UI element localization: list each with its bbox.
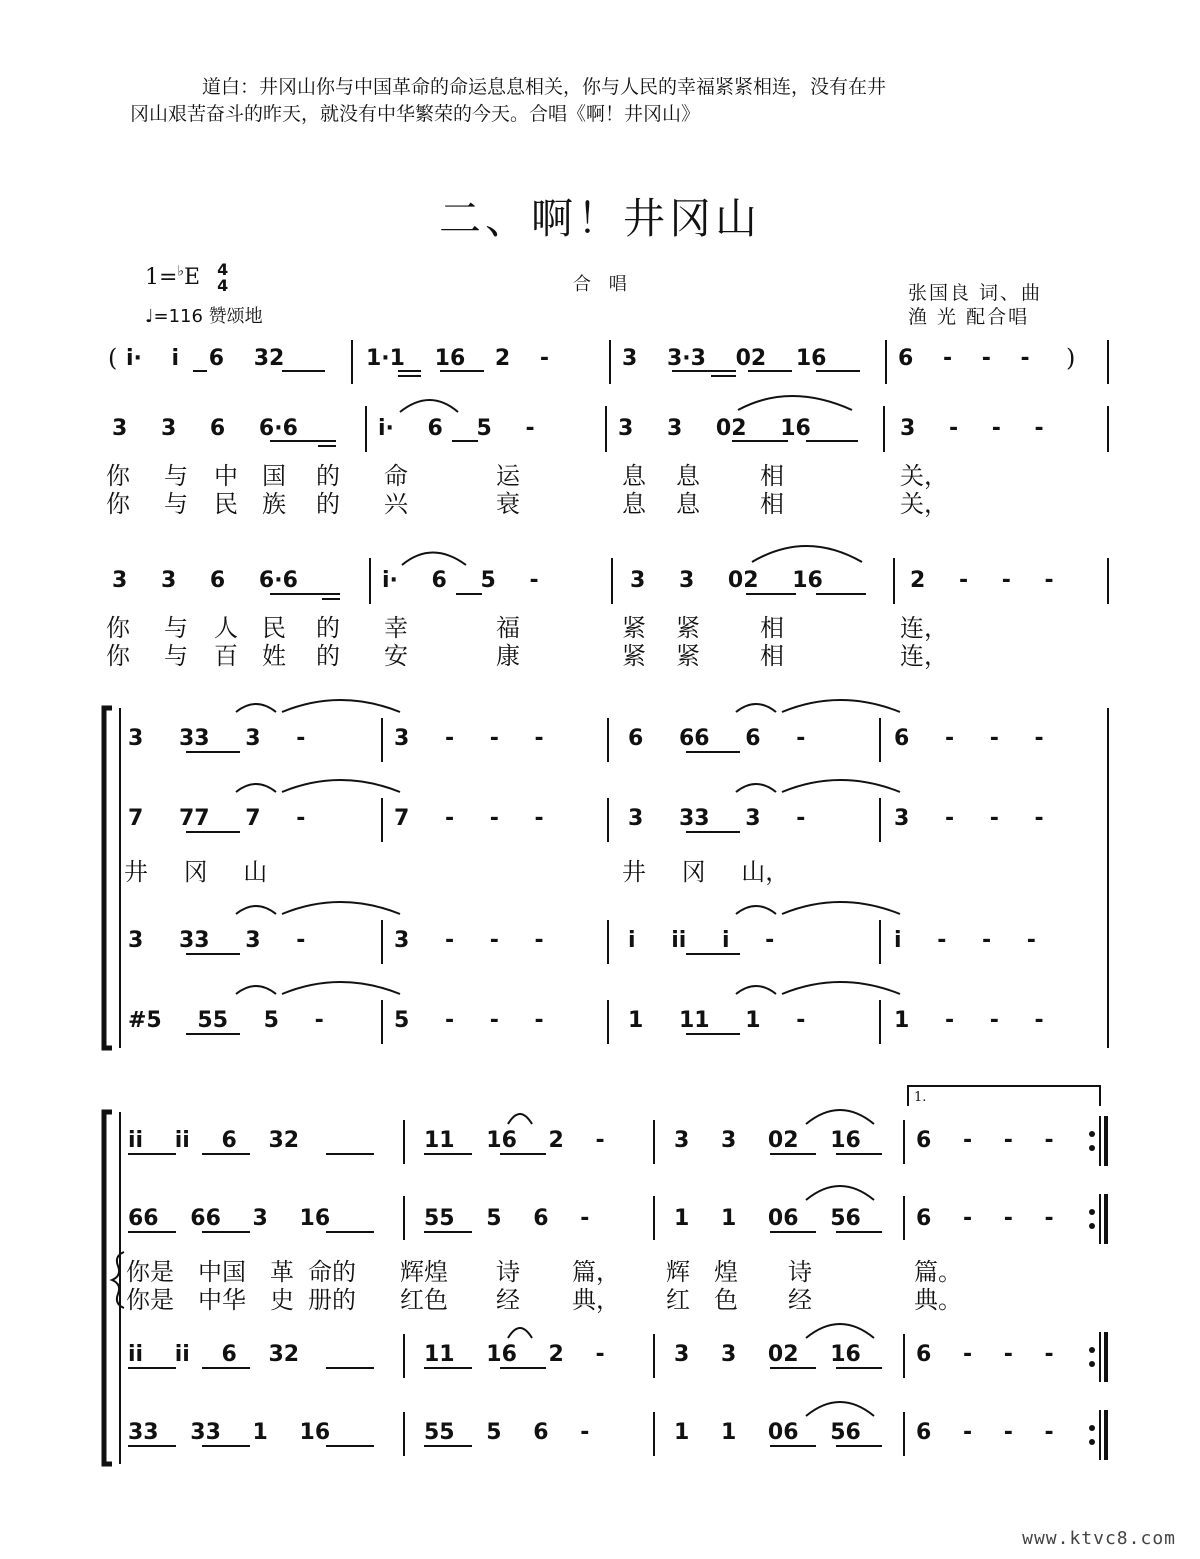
tempo-value: =116 赞颂地 bbox=[153, 306, 263, 327]
intro-close-paren: ) bbox=[1066, 344, 1076, 372]
system2-lyric1-syllable: 篇。 bbox=[914, 1258, 962, 1286]
system1-part3-measure-4: i - - - bbox=[894, 928, 1036, 953]
row2-lyric2-syllable: 与 bbox=[164, 642, 188, 670]
system1-part3-measure-2: 3 - - - bbox=[394, 928, 544, 953]
row2-lyric2-syllable: 安 bbox=[384, 642, 408, 670]
row2-lyric1-syllable: 相 bbox=[760, 614, 784, 642]
row2-lyric1-syllable: 民 bbox=[262, 614, 286, 642]
row1-measure-4: 3 - - - bbox=[900, 416, 1044, 441]
slur bbox=[402, 553, 466, 566]
row2-lyric2-syllable: 姓 bbox=[262, 642, 286, 670]
row1-lyric2-syllable: 兴 bbox=[384, 490, 408, 518]
system2-lyric1-syllable: 命的 bbox=[308, 1258, 356, 1286]
row1-lyric2-syllable: 的 bbox=[316, 490, 340, 518]
system1-part4-measure-4: 1 - - - bbox=[894, 1008, 1044, 1033]
system2-part1-measure-2: 11 16 2 - bbox=[424, 1128, 605, 1153]
row1-lyric2-syllable: 相 bbox=[760, 490, 784, 518]
row2-lyric2-syllable: 连， bbox=[900, 642, 948, 670]
system2-lyric1-syllable: 革 bbox=[270, 1258, 294, 1286]
row2-measure-2: i· 6 5 - bbox=[382, 568, 539, 593]
system2-part2-measure-3: 1 1 06 56 bbox=[674, 1206, 861, 1231]
chorus-label: 合 唱 bbox=[573, 274, 633, 295]
system1-part2-measure-3: 3 33 3 - bbox=[628, 806, 806, 831]
system1-part1-measure-4: 6 - - - bbox=[894, 726, 1044, 751]
system1-part2-measure-4: 3 - - - bbox=[894, 806, 1044, 831]
preface-line-1: 道白：井冈山你与中国革命的命运息息相关，你与人民的幸福紧紧相连，没有在井 bbox=[202, 76, 887, 98]
system1-part1-measure-3: 6 66 6 - bbox=[628, 726, 806, 751]
row1-lyric1-syllable: 与 bbox=[164, 462, 188, 490]
row1-lyric1-syllable: 国 bbox=[262, 462, 286, 490]
volta-label: 1. bbox=[914, 1090, 927, 1105]
system2-lyric2-syllable: 红色 bbox=[400, 1286, 448, 1314]
row1-lyric1-syllable: 相 bbox=[760, 462, 784, 490]
row1-measure-2: i· 6 5 - bbox=[378, 416, 535, 441]
row2-lyric1-syllable: 人 bbox=[214, 614, 238, 642]
intro-measure-3: 3 3·3 02 16 bbox=[622, 346, 827, 371]
slur bbox=[752, 546, 862, 562]
system2-lyric1-syllable: 诗 bbox=[496, 1258, 520, 1286]
system2-lyric1-syllable: 煌 bbox=[714, 1258, 738, 1286]
system1-part4-measure-3: 1 11 1 - bbox=[628, 1008, 806, 1033]
intro-measure-2: 1·1 16 2 - bbox=[366, 346, 550, 371]
system2-lyric2-syllable: 史 bbox=[270, 1286, 294, 1314]
row2-lyric1-syllable: 连， bbox=[900, 614, 948, 642]
system2-lyric1-syllable: 你是 bbox=[126, 1258, 174, 1286]
row1-measure-1: 3 3 6 6·6 bbox=[112, 416, 298, 441]
system1-part4-measure-2: 5 - - - bbox=[394, 1008, 544, 1033]
system2-part2-measure-1: 66 66 3 16 bbox=[128, 1206, 331, 1231]
system2-part3-measure-3: 3 3 02 16 bbox=[674, 1342, 861, 1367]
row1-lyric1-syllable: 关， bbox=[900, 462, 948, 490]
key-note: E bbox=[184, 265, 201, 290]
time-bottom: 4 bbox=[217, 276, 229, 295]
system2-lyric1-syllable: 辉 bbox=[666, 1258, 690, 1286]
system1-lyric-a: 井 冈 山 bbox=[124, 858, 268, 886]
row2-measure-1: 3 3 6 6·6 bbox=[112, 568, 298, 593]
intro-measure-1: i· i 6 32 bbox=[126, 346, 285, 371]
system2-lyric2-syllable: 经 bbox=[496, 1286, 520, 1314]
row1-lyric1-syllable: 息 bbox=[622, 462, 646, 490]
slur bbox=[400, 400, 458, 412]
preface-line-2: 冈山艰苦奋斗的昨天，就没有中华繁荣的今天。合唱《啊！井冈山》 bbox=[130, 103, 701, 125]
row1-lyric1-syllable: 中 bbox=[214, 462, 238, 490]
row1-lyric2-syllable: 族 bbox=[262, 490, 286, 518]
key-label: 1= bbox=[145, 265, 178, 290]
system2-lyric2-syllable: 红 bbox=[666, 1286, 690, 1314]
system2-lyric1-syllable: 辉煌 bbox=[400, 1258, 448, 1286]
system1-part3-measure-3: i ii i - bbox=[628, 928, 775, 953]
system2-part2-measure-2: 55 5 6 - bbox=[424, 1206, 590, 1231]
row2-lyric2-syllable: 你 bbox=[106, 642, 130, 670]
row2-lyric1-syllable: 与 bbox=[164, 614, 188, 642]
system1-part4-measure-1: #5 55 5 - bbox=[128, 1008, 324, 1033]
quarter-note-icon: ♩ bbox=[145, 306, 154, 327]
row2-lyric1-syllable: 福 bbox=[496, 614, 520, 642]
time-top: 4 bbox=[217, 260, 229, 279]
row2-lyric2-syllable: 的 bbox=[316, 642, 340, 670]
row2-lyric1-syllable: 紧 bbox=[676, 614, 700, 642]
system2-lyric1-syllable: 中国 bbox=[198, 1258, 246, 1286]
row2-measure-3: 3 3 02 16 bbox=[630, 568, 823, 593]
system2-lyric2-syllable: 典。 bbox=[914, 1286, 962, 1314]
row1-lyric1-syllable: 的 bbox=[316, 462, 340, 490]
system1-part3-measure-1: 3 33 3 - bbox=[128, 928, 306, 953]
system1-part1-measure-1: 3 33 3 - bbox=[128, 726, 306, 751]
system2-lyric1-syllable: 诗 bbox=[788, 1258, 812, 1286]
row1-lyric1-syllable: 息 bbox=[676, 462, 700, 490]
row2-lyric2-syllable: 紧 bbox=[676, 642, 700, 670]
system2-part2-measure-4: 6 - - - bbox=[916, 1206, 1054, 1231]
system2-part4-measure-1: 33 33 1 16 bbox=[128, 1420, 331, 1445]
system2-part4-measure-3: 1 1 06 56 bbox=[674, 1420, 861, 1445]
system1-part2-measure-2: 7 - - - bbox=[394, 806, 544, 831]
row1-lyric2-syllable: 关， bbox=[900, 490, 948, 518]
website-watermark: www.ktvc8.com bbox=[1022, 1528, 1176, 1549]
row2-lyric1-syllable: 的 bbox=[316, 614, 340, 642]
system2-part3-measure-2: 11 16 2 - bbox=[424, 1342, 605, 1367]
row1-lyric1-syllable: 命 bbox=[384, 462, 408, 490]
song-title: 二、啊！井冈山 bbox=[438, 194, 761, 243]
slur bbox=[738, 396, 852, 410]
row1-lyric2-syllable: 与 bbox=[164, 490, 188, 518]
intro-open-paren: ( bbox=[108, 344, 118, 372]
system2-lyric1-syllable: 篇， bbox=[572, 1258, 620, 1286]
row2-lyric1-syllable: 紧 bbox=[622, 614, 646, 642]
flat-symbol: ♭ bbox=[177, 263, 185, 280]
credit-lyricist: 张国良 词、曲 bbox=[908, 282, 1043, 304]
system2-part3-measure-1: ii ii 6 32 bbox=[128, 1342, 300, 1367]
system2-lyric2-syllable: 中华 bbox=[198, 1286, 246, 1314]
intro-measure-4: 6 - - - bbox=[898, 346, 1030, 371]
system1-part1-measure-2: 3 - - - bbox=[394, 726, 544, 751]
row2-lyric2-syllable: 相 bbox=[760, 642, 784, 670]
system1-lyric-b: 井 冈 山， bbox=[622, 858, 790, 886]
row2-lyric2-syllable: 康 bbox=[496, 642, 520, 670]
system2-part1-measure-3: 3 3 02 16 bbox=[674, 1128, 861, 1153]
system2-lyric2-syllable: 经 bbox=[788, 1286, 812, 1314]
row2-lyric2-syllable: 百 bbox=[214, 642, 238, 670]
row1-lyric1-syllable: 运 bbox=[496, 462, 520, 490]
row2-lyric2-syllable: 紧 bbox=[622, 642, 646, 670]
system2-lyric2-syllable: 色 bbox=[714, 1286, 738, 1314]
row1-lyric2-syllable: 民 bbox=[214, 490, 238, 518]
system1-part2-measure-1: 7 77 7 - bbox=[128, 806, 306, 831]
row2-lyric1-syllable: 幸 bbox=[384, 614, 408, 642]
system2-lyric2-syllable: 典， bbox=[572, 1286, 620, 1314]
system2-part4-measure-4: 6 - - - bbox=[916, 1420, 1054, 1445]
credit-arranger: 渔 光 配合唱 bbox=[908, 306, 1030, 328]
row1-lyric2-syllable: 息 bbox=[622, 490, 646, 518]
row1-lyric2-syllable: 息 bbox=[676, 490, 700, 518]
row1-measure-3: 3 3 02 16 bbox=[618, 416, 811, 441]
row1-lyric2-syllable: 你 bbox=[106, 490, 130, 518]
system2-part1-measure-1: ii ii 6 32 bbox=[128, 1128, 300, 1153]
system2-lyric2-syllable: 册的 bbox=[308, 1286, 356, 1314]
row1-lyric2-syllable: 衰 bbox=[496, 490, 520, 518]
row2-lyric1-syllable: 你 bbox=[106, 614, 130, 642]
system2-part1-measure-4: 6 - - - bbox=[916, 1128, 1054, 1153]
row2-measure-4: 2 - - - bbox=[910, 568, 1054, 593]
system2-part3-measure-4: 6 - - - bbox=[916, 1342, 1054, 1367]
system2-lyric2-syllable: 你是 bbox=[126, 1286, 174, 1314]
row1-lyric1-syllable: 你 bbox=[106, 462, 130, 490]
system2-part4-measure-2: 55 5 6 - bbox=[424, 1420, 590, 1445]
